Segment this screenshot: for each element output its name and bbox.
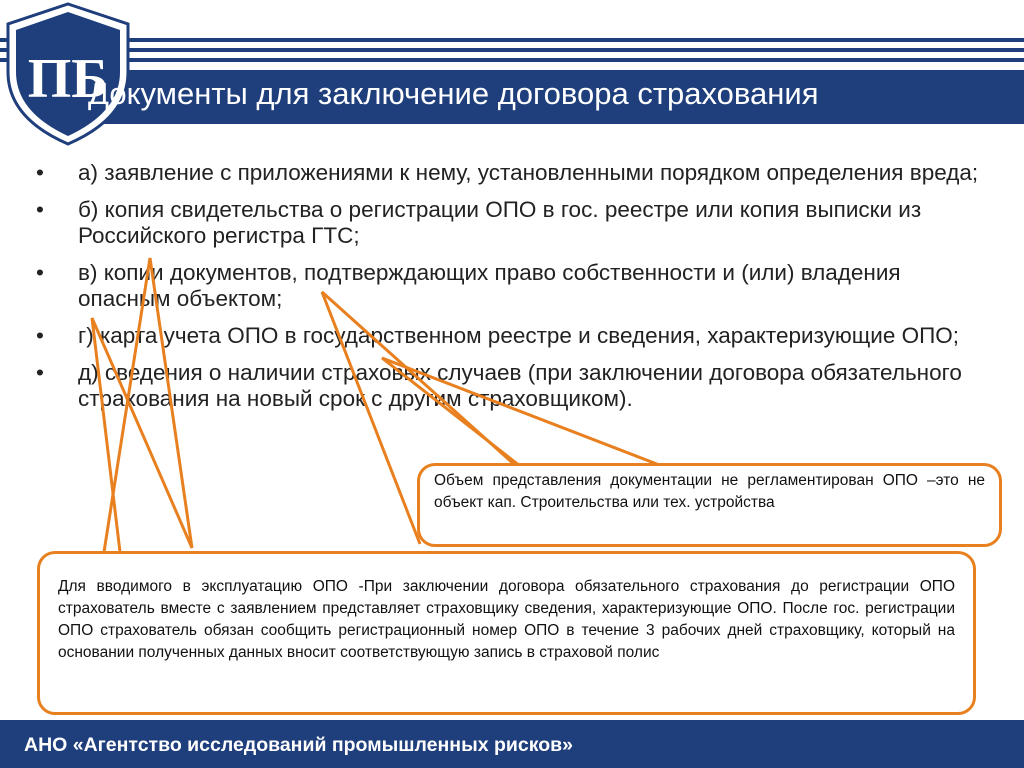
callout-box-documentation [417,463,1002,547]
list-item [36,323,996,349]
list-item-text: а) заявление с приложениями к нему, установленными порядком определения вреда; [78,160,979,185]
bullet-icon: • [36,360,44,385]
page-title: Документы для заключение договора страхования [88,76,819,111]
header-stripes [0,38,1024,68]
callout-text: Объем представления документации не регламентирован ОПО –это не объект кап. Строительства или тех. устройства [434,472,985,511]
list-item [36,260,996,312]
list-item [36,197,996,249]
callout-text: Для вводимого в эксплуатацию ОПО -При заключении договора обязательного страхования до регистрации ОПО страхователь вместе с заявлением представляет страховщику сведения, характеризующие ОПО. После гос. регистрации ОПО страхователь обязан сообщить регистрационный номер ОПО в течение 3 рабочих дней страховщику, который на основании полученных данных вносит соответствующую запись в страховой полис [58,578,955,661]
callout-box-registration [37,551,976,715]
bullet-icon: • [36,160,44,185]
list-item-text: в) копии документов, подтверждающих право собственности и (или) владения опасным объектом; [78,260,901,311]
list-item [36,360,996,412]
list-item [36,160,996,186]
list-item-text: б) копия свидетельства о регистрации ОПО в гос. реестре или копия выписки из Российского регистра ГТС; [78,197,922,248]
shield-logo-icon [0,0,136,148]
document-list [36,160,996,423]
bullet-icon: • [36,197,44,222]
bullet-icon: • [36,260,44,285]
list-item-text: г) карта учета ОПО в государственном реестре и сведения, характеризующие ОПО; [78,323,960,348]
logo-text: ПБ [27,48,109,110]
bullet-icon: • [36,323,44,348]
list-item-text: д) сведения о наличии страховых случаев (при заключении договора обязательного страхования на новый срок с другим страховщиком). [78,360,962,411]
footer-text: АНО «Агентство исследований промышленных рисков» [24,734,573,756]
